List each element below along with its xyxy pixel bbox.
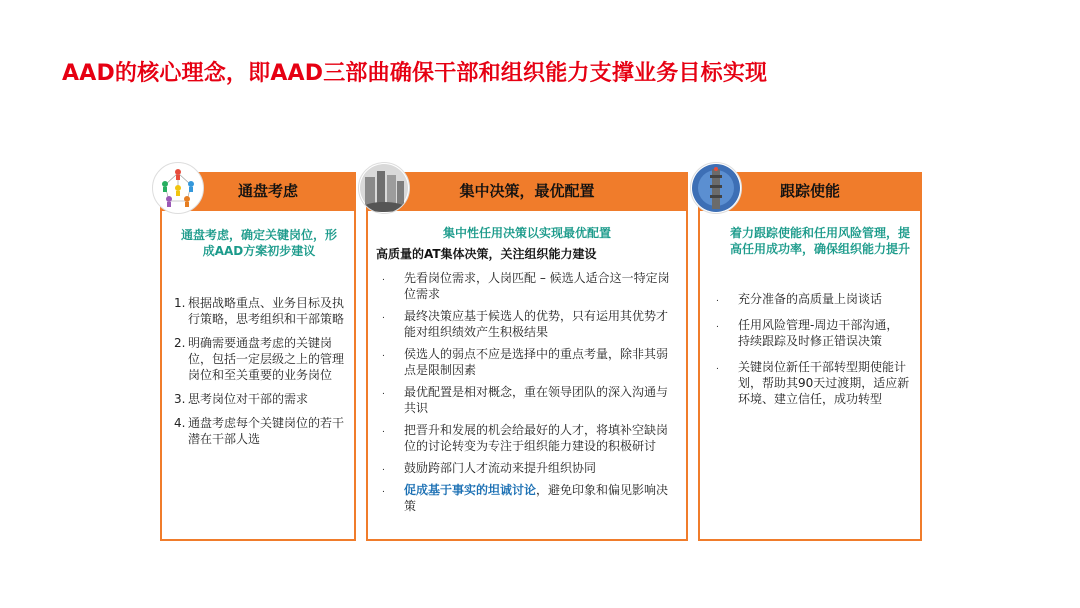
decide-boldline: 高质量的AT集体决策，关注组织能力建设	[376, 247, 597, 261]
subhead-decide: 集中性任用决策以实现最优配置	[442, 226, 611, 240]
list-item	[376, 308, 678, 340]
subhead-plan: 通盘考虑，确定关键岗位，形成AAD方案初步建议	[180, 228, 337, 258]
item-number: 2.	[174, 336, 186, 350]
list-item	[710, 359, 910, 407]
header-track-label: 跟踪使能	[779, 182, 840, 200]
item-text: 鼓励跨部门人才流动来提升组织协同	[404, 461, 597, 475]
item-text: 根据战略重点、业务目标及执行策略，思考组织和干部策略	[188, 296, 345, 326]
bullet-mark: .	[716, 320, 719, 330]
panel-plan	[160, 209, 356, 541]
list-item	[710, 291, 910, 307]
item-text: 侯选人的弱点不应是选择中的重点考量，除非其弱点是限制因素	[404, 347, 669, 377]
subhead-track: 着力跟踪使能和任用风险管理，提高任用成功率，确保组织能力提升	[730, 226, 911, 256]
bullet-mark: .	[382, 463, 385, 473]
list-item	[376, 422, 678, 454]
item-text: 思考岗位对干部的需求	[188, 392, 309, 406]
item-text: 最终决策应基于候选人的优势，只有运用其优势才能对组织绩效产生积极结果	[404, 309, 669, 339]
list-item	[174, 335, 344, 383]
item-text: 先看岗位需求，人岗匹配 – 候选人适合这一特定岗位需求	[404, 271, 670, 301]
list-item	[174, 415, 344, 447]
people-network-icon	[152, 162, 204, 214]
bullet-mark: .	[382, 425, 385, 435]
header-plan-label: 通盘考虑	[237, 182, 298, 200]
item-text: 充分准备的高质量上岗谈话	[738, 292, 883, 306]
list-item	[710, 317, 910, 349]
list-item	[174, 295, 344, 327]
meeting-hands-icon	[358, 162, 410, 214]
item-text: 关键岗位新任干部转型期使能计划，帮助其90天过渡期，适应新环境、建立信任，成功转型	[738, 360, 910, 406]
list-item	[376, 346, 678, 378]
bullet-mark: .	[716, 294, 719, 304]
item-text-rest: ，避免印象和偏见影响决策	[404, 483, 669, 513]
list-item	[376, 384, 678, 416]
list-item	[376, 270, 678, 302]
item-number: 1.	[174, 296, 186, 310]
item-text: 任用风险管理-周边干部沟通，持续跟踪及时修正错误决策	[738, 318, 899, 348]
bullet-mark: .	[382, 311, 385, 321]
item-number: 4.	[174, 416, 186, 430]
page-title: AAD的核心理念，即AAD三部曲确保干部和组织能力支撑业务目标实现	[62, 61, 768, 86]
tower-sky-icon	[690, 162, 742, 214]
item-number: 3.	[174, 392, 186, 406]
list-item	[174, 391, 344, 407]
bullet-mark: .	[382, 349, 385, 359]
highlight-text: 促成基于事实的坦诚讨论	[404, 483, 537, 497]
bullet-mark: .	[382, 387, 385, 397]
bullet-mark: .	[716, 362, 719, 372]
bullet-mark: .	[382, 485, 385, 495]
bullet-mark: .	[382, 273, 385, 283]
list-item	[376, 460, 678, 476]
header-decide-label: 集中决策，最优配置	[459, 182, 595, 200]
item-text: 明确需要通盘考虑的关键岗位，包括一定层级之上的管理岗位和至关重要的业务岗位	[188, 336, 345, 382]
item-text	[404, 482, 678, 514]
panel-decide	[366, 209, 688, 541]
item-text: 把晋升和发展的机会给最好的人才，将填补空缺岗位的讨论转变为专注于组织能力建设的积极研讨	[404, 423, 669, 453]
item-text: 通盘考虑每个关键岗位的若干潜在干部人选	[188, 416, 345, 446]
panel-track	[698, 209, 922, 541]
list-item	[376, 482, 678, 514]
decide-list	[376, 270, 678, 514]
item-text: 最优配置是相对概念，重在领导团队的深入沟通与共识	[404, 385, 669, 415]
track-list	[710, 291, 910, 407]
plan-list	[174, 295, 344, 447]
header-decide	[366, 172, 688, 209]
